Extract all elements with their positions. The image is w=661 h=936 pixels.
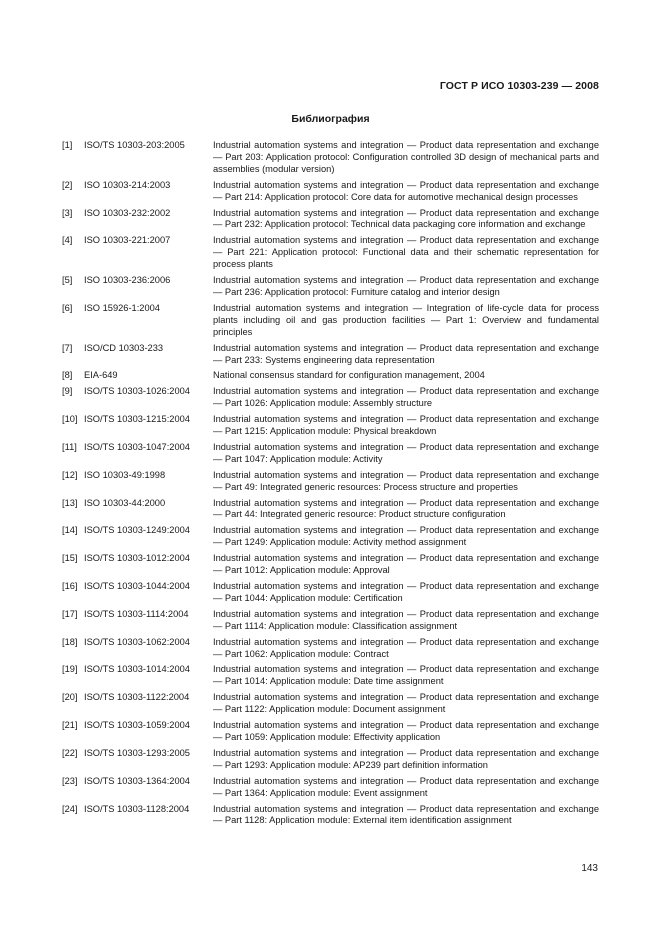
reference-number: [16] xyxy=(62,581,78,591)
reference-code: ISO 10303-49:1998 xyxy=(84,469,166,480)
reference-description: Industrial automation systems and integration — Product data representation and exchange — Part 203: Application protocol: Configuration controlled 3D design of mechanical parts and assemblies (modular version) xyxy=(213,140,599,174)
reference-code: ISO/TS 10303-1215:2004 xyxy=(84,414,190,425)
reference-code: ISO/TS 10303-203:2005 xyxy=(84,140,185,150)
reference-item xyxy=(62,235,599,271)
reference-code: ISO 10303-221:2007 xyxy=(84,235,171,246)
reference-code: ISO 10303-214:2003 xyxy=(84,179,171,190)
reference-code: ISO/TS 10303-1114:2004 xyxy=(84,608,189,619)
reference-number: [23] xyxy=(62,775,78,786)
reference-code: ISO/TS 10303-1047:2004 xyxy=(84,441,190,452)
reference-description: Industrial automation systems and integration — Product data representation and exchange — Part 1249: Application module: Activity method assignment xyxy=(213,525,599,548)
reference-description: Industrial automation systems and integration — Product data representation and exchange — Part 236: Application protocol: Furniture catalog and interior design xyxy=(213,275,599,297)
reference-item xyxy=(62,180,599,204)
reference-description: Industrial automation systems and integration — Product data representation and exchange — Part 1014: Application module: Date time assignment xyxy=(213,664,599,687)
reference-description: Industrial automation systems and integration — Integration of life-cycle data for process plants including oil and gas production facilities — Part 1: Overview and fundamental principles xyxy=(213,302,599,337)
reference-code: ISO/TS 10303-1128:2004 xyxy=(84,803,190,814)
reference-number: [6] xyxy=(62,302,73,313)
reference-description: Industrial automation systems and integration — Product data representation and exchange — Part 1044: Application module: Certification xyxy=(213,581,599,603)
reference-item xyxy=(62,442,599,466)
reference-code: ISO/TS 10303-1122:2004 xyxy=(84,692,190,703)
reference-code: EIA-649 xyxy=(84,370,118,381)
page-number: 143 xyxy=(581,863,598,874)
reference-code: ISO 10303-44:2000 xyxy=(84,497,166,508)
reference-list xyxy=(62,140,599,831)
reference-description: Industrial automation systems and integration — Product data representation and exchange — Part 214: Application protocol: Core data for automotive mechanical design processes xyxy=(213,179,599,202)
reference-item xyxy=(62,208,599,232)
reference-description: Industrial automation systems and integration — Product data representation and exchange — Part 49: Integrated generic resources: Process structure and properties xyxy=(213,469,599,492)
reference-number: [7] xyxy=(62,342,73,353)
reference-item xyxy=(62,804,599,828)
reference-number: [14] xyxy=(62,525,78,536)
reference-code: ISO 10303-232:2002 xyxy=(84,207,171,218)
reference-description: Industrial automation systems and integration — Product data representation and exchange — Part 1062: Application module: Contract xyxy=(213,636,599,659)
reference-item xyxy=(62,637,599,661)
reference-item xyxy=(62,498,599,522)
reference-description: National consensus standard for configuration management, 2004 xyxy=(213,370,485,381)
reference-item xyxy=(62,720,599,744)
reference-item xyxy=(62,748,599,772)
reference-description: Industrial automation systems and integration — Product data representation and exchange — Part 1026: Application module: Assembly structure xyxy=(213,386,599,409)
reference-code: ISO/TS 10303-1026:2004 xyxy=(84,386,190,397)
reference-code: ISO/TS 10303-1249:2004 xyxy=(84,525,190,536)
reference-code: ISO/TS 10303-1364:2004 xyxy=(84,775,190,786)
reference-number: [18] xyxy=(62,636,78,647)
reference-number: [21] xyxy=(62,720,78,731)
reference-number: [4] xyxy=(62,235,73,246)
reference-item xyxy=(62,386,599,410)
reference-code: ISO 10303-236:2006 xyxy=(84,275,171,286)
reference-code: ISO/TS 10303-1062:2004 xyxy=(84,636,190,647)
reference-item xyxy=(62,553,599,577)
reference-description: Industrial automation systems and integration — Product data representation and exchange — Part 221: Application protocol: Functional data and their schematic representation for process plants xyxy=(213,235,599,270)
reference-number: [17] xyxy=(62,608,78,619)
reference-number: [8] xyxy=(62,370,73,381)
reference-description: Industrial automation systems and integration — Product data representation and exchange — Part 1122: Application module: Document assignment xyxy=(213,692,599,715)
reference-number: [15] xyxy=(62,553,78,564)
document-header: ГОСТ Р ИСО 10303-239 — 2008 xyxy=(439,80,599,92)
reference-item xyxy=(62,414,599,438)
reference-item xyxy=(62,609,599,633)
reference-code: ISO/CD 10303-233 xyxy=(84,342,164,353)
reference-item xyxy=(62,664,599,688)
reference-description: Industrial automation systems and integration — Product data representation and exchange — Part 1128: Application module: External item identification assignment xyxy=(213,803,599,826)
reference-item xyxy=(62,370,599,382)
reference-number: [13] xyxy=(62,497,78,508)
reference-description: Industrial automation systems and integration — Product data representation and exchange — Part 233: Systems engineering data representation xyxy=(213,342,599,365)
bibliography-title: Библиография xyxy=(291,113,370,125)
reference-description: Industrial automation systems and integration — Product data representation and exchange — Part 1364: Application module: Event assignment xyxy=(213,775,599,798)
reference-code: ISO/TS 10303-1293:2005 xyxy=(84,747,190,758)
reference-number: [2] xyxy=(62,179,73,190)
reference-item xyxy=(62,343,599,367)
reference-item xyxy=(62,525,599,549)
reference-code: ISO/TS 10303-1044:2004 xyxy=(84,581,190,591)
reference-description: Industrial automation systems and integration — Product data representation and exchange — Part 1215: Application module: Physical breakdown xyxy=(213,414,599,437)
reference-item xyxy=(62,581,599,605)
reference-number: [11] xyxy=(62,441,77,452)
reference-code: ISO 15926-1:2004 xyxy=(84,302,160,313)
reference-number: [20] xyxy=(62,692,78,703)
reference-number: [12] xyxy=(62,469,78,480)
reference-item xyxy=(62,140,599,176)
reference-number: [1] xyxy=(62,140,73,150)
reference-item xyxy=(62,303,599,339)
reference-item xyxy=(62,776,599,800)
reference-code: ISO/TS 10303-1012:2004 xyxy=(84,553,190,564)
reference-item xyxy=(62,275,599,299)
reference-code: ISO/TS 10303-1059:2004 xyxy=(84,720,190,731)
reference-number: [24] xyxy=(62,803,78,814)
reference-description: Industrial automation systems and integration — Product data representation and exchange — Part 1059: Application module: Effectivity application xyxy=(213,720,599,742)
reference-number: [9] xyxy=(62,386,73,397)
reference-description: Industrial automation systems and integration — Product data representation and exchange — Part 1114: Application module: Classification assignment xyxy=(213,608,599,631)
reference-description: Industrial automation systems and integration — Product data representation and exchange — Part 1047: Application module: Activity xyxy=(213,441,599,464)
reference-number: [22] xyxy=(62,747,78,758)
reference-number: [10] xyxy=(62,414,78,425)
reference-item xyxy=(62,470,599,494)
reference-code: ISO/TS 10303-1014:2004 xyxy=(84,664,190,675)
reference-item xyxy=(62,692,599,716)
reference-number: [3] xyxy=(62,207,73,218)
reference-number: [19] xyxy=(62,664,78,675)
reference-description: Industrial automation systems and integration — Product data representation and exchange — Part 44: Integrated generic resource: Product structure configuration xyxy=(213,497,599,520)
reference-description: Industrial automation systems and integration — Product data representation and exchange — Part 1012: Application module: Approval xyxy=(213,553,599,576)
reference-number: [5] xyxy=(62,275,73,286)
reference-description: Industrial automation systems and integration — Product data representation and exchange — Part 1293: Application module: AP239 part definition information xyxy=(213,747,599,770)
reference-description: Industrial automation systems and integration — Product data representation and exchange — Part 232: Application protocol: Technical data packaging core information and exchange xyxy=(213,207,599,230)
